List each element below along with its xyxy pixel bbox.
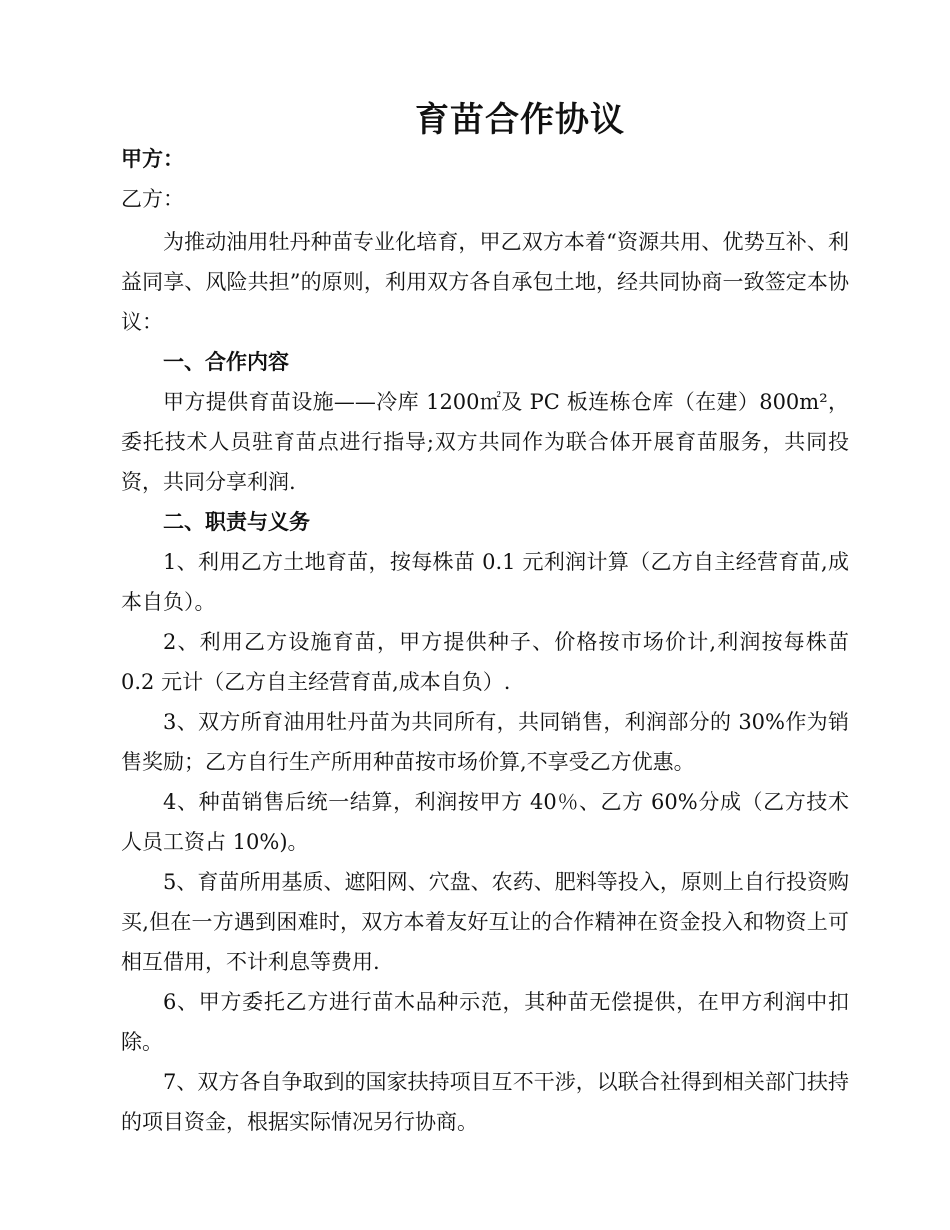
duty-item-5: 5、育苗所用基质、遮阳网、穴盘、农药、肥料等投入，原则上自行投资购买,但在一方遇到困难时，双方本着友好互让的合作精神在资金投入和物资上可相互借用，不计利息等费用. [121, 870, 849, 974]
duty-item-7: 7、双方各自争取到的国家扶持项目互不干涉，以联合社得到相关部门扶持的项目资金，根据实际情况另行协商。 [121, 1070, 849, 1134]
duty-item-2: 2、利用乙方设施育苗，甲方提供种子、价格按市场价计,利润按每株苗 0.2 元计（乙方自主经营育苗,成本自负）. [121, 630, 849, 694]
document-title: 育苗合作协议 [415, 100, 625, 140]
section-1-heading: 一、合作内容 [163, 349, 289, 374]
section-1-paragraph: 甲方提供育苗设施——冷库 1200㎡及 PC 板连栋仓库（在建）800m²，委托技术人员驻育苗点进行指导;双方共同作为联合体开展育苗服务，共同投资，共同分享利润. [121, 390, 849, 494]
duty-item-1: 1、利用乙方土地育苗，按每株苗 0.1 元利润计算（乙方自主经营育苗,成本自负）。 [121, 550, 849, 614]
party-b-label: 乙方： [121, 187, 184, 211]
intro-paragraph: 为推动油用牡丹种苗专业化培育，甲乙双方本着“资源共用、优势互补、利益同享、风险共担”的原则，利用双方各自承包土地，经共同协商一致签定本协议： [121, 230, 849, 334]
duty-item-3: 3、双方所育油用牡丹苗为共同所有，共同销售，利润部分的 30%作为销售奖励；乙方自行生产所用种苗按市场价算,不享受乙方优惠。 [121, 710, 849, 774]
document-body [121, 222, 849, 1142]
duty-item-4: 4、种苗销售后统一结算，利润按甲方 40％、乙方 60%分成（乙方技术人员工资占 10%)。 [121, 790, 849, 854]
section-2-heading: 二、职责与义务 [163, 509, 310, 534]
duty-item-6: 6、甲方委托乙方进行苗木品种示范，其种苗无偿提供，在甲方利润中扣除。 [121, 990, 849, 1054]
party-a-label: 甲方： [121, 146, 184, 171]
